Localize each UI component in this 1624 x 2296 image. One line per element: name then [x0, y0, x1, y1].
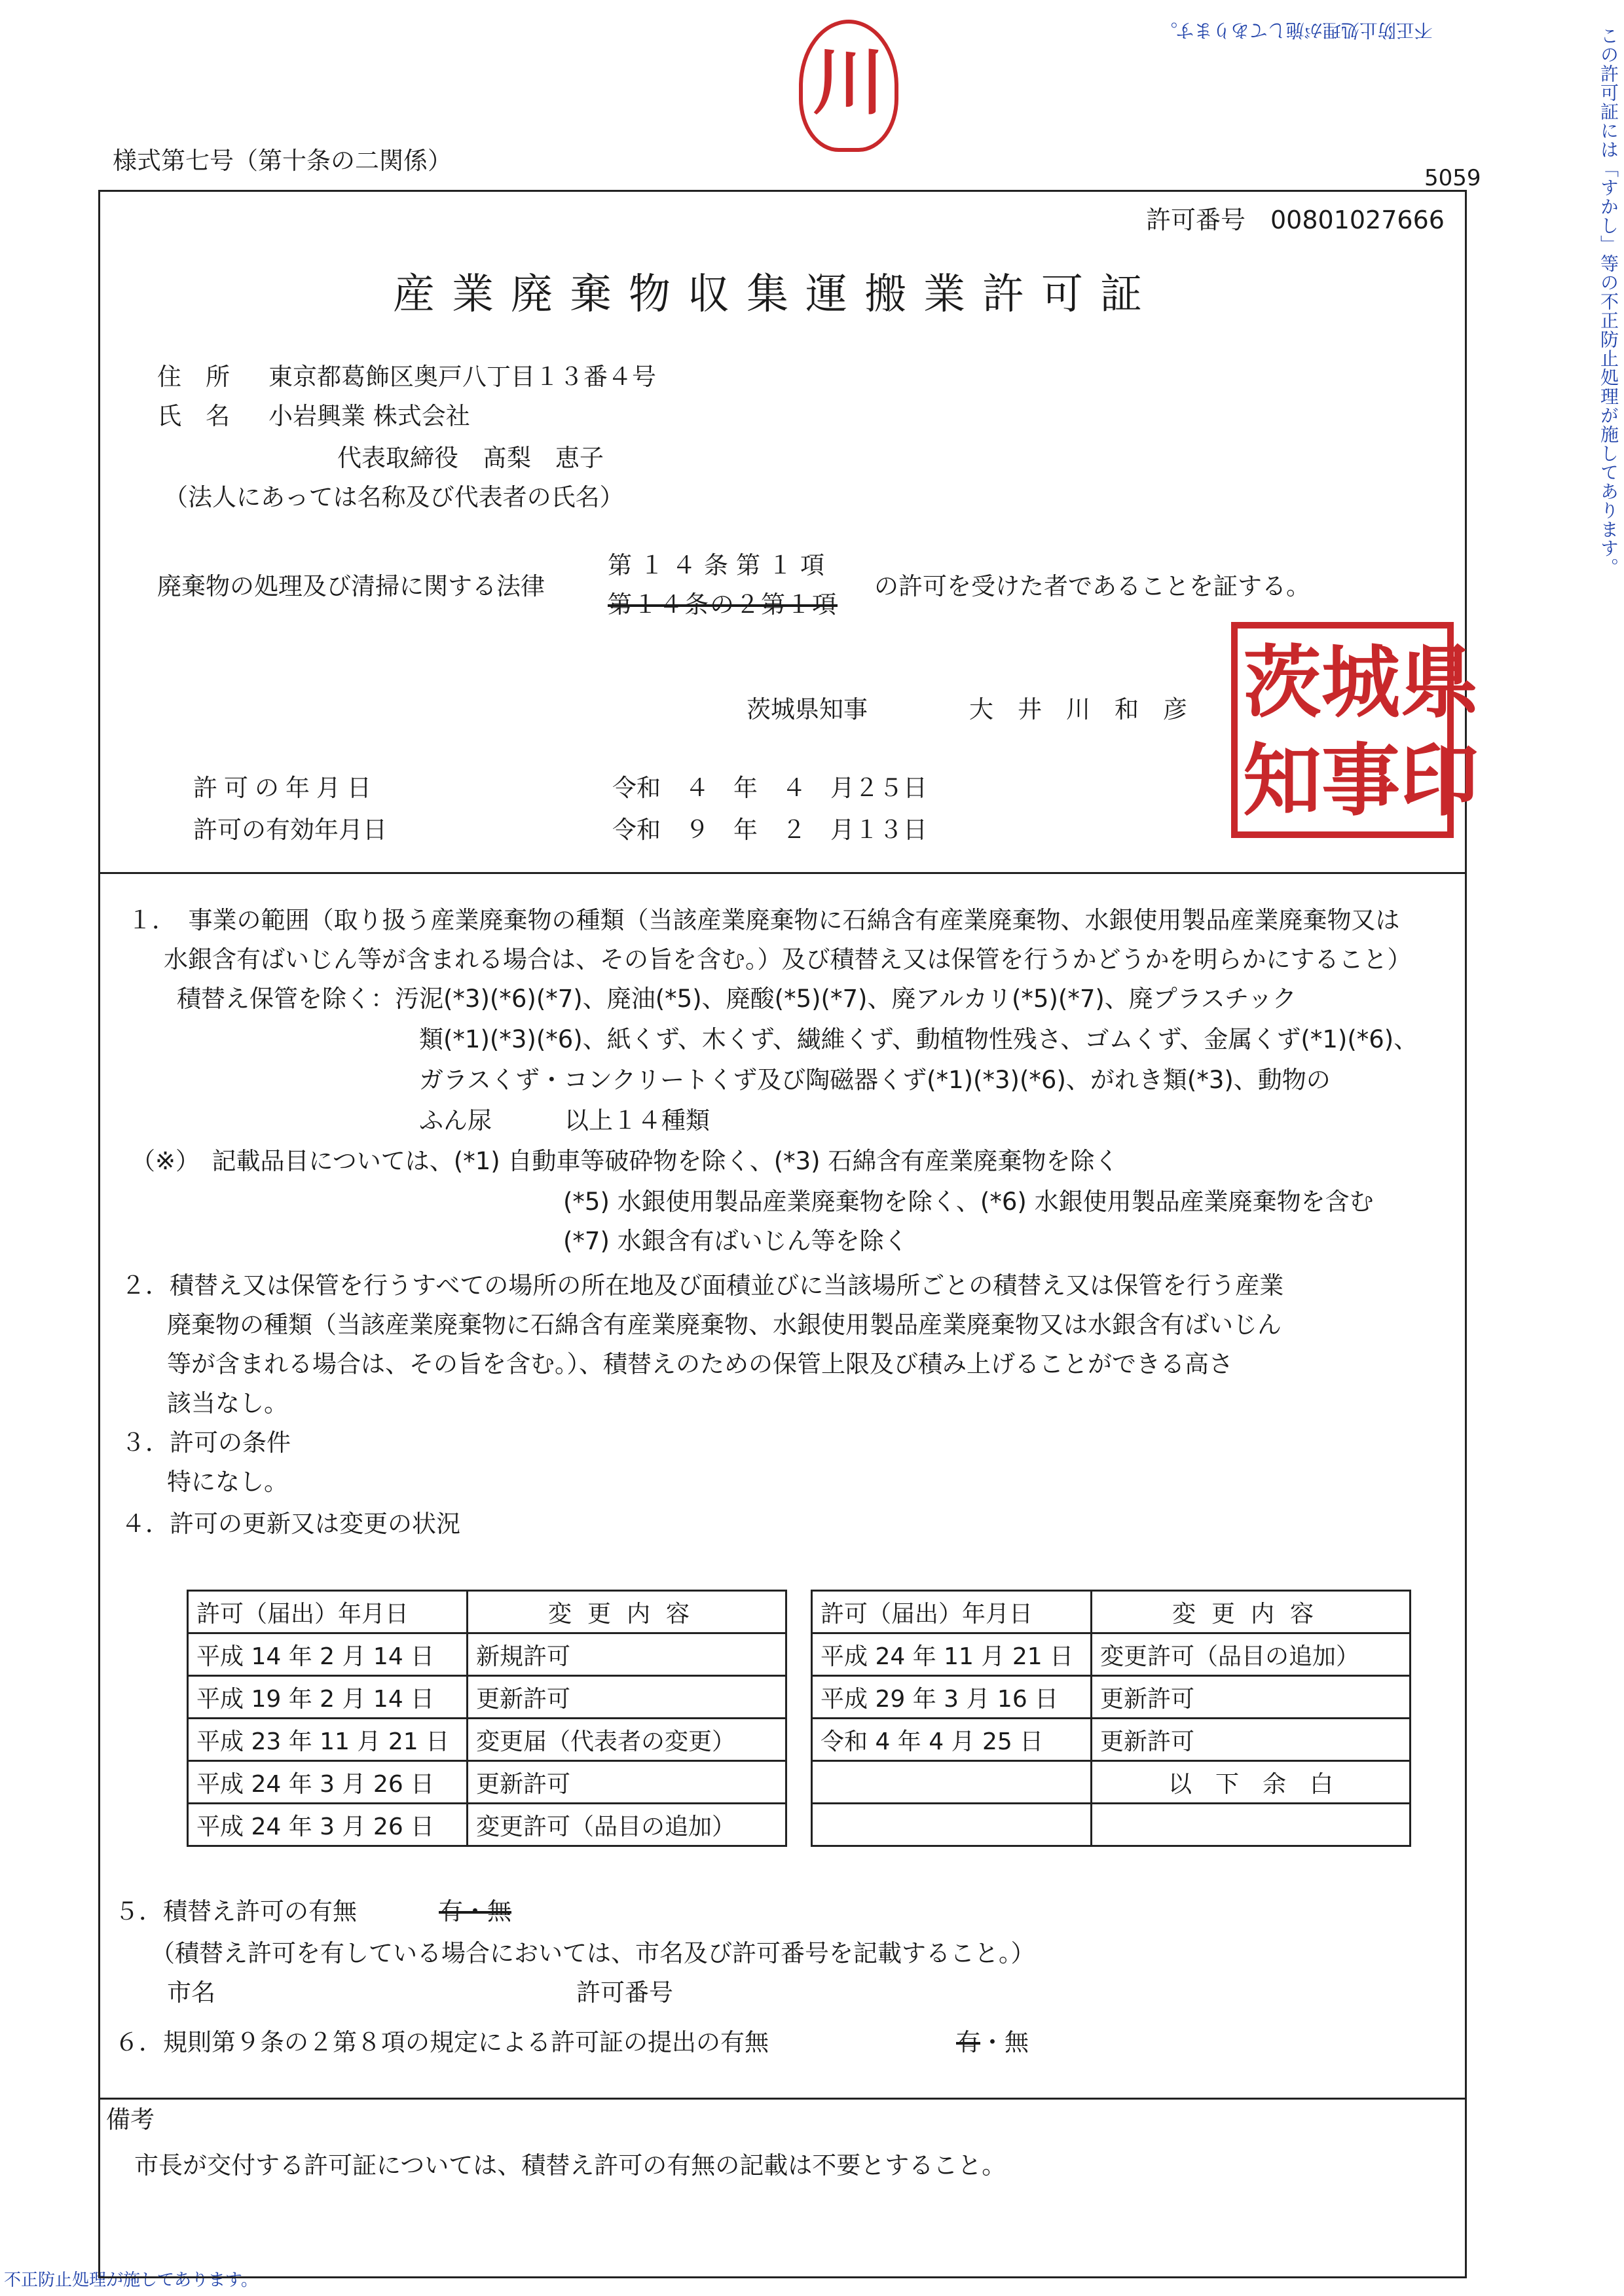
- table-row: [812, 1761, 1411, 1804]
- history-date: 平成 23 年 11 月 21 日: [188, 1719, 468, 1761]
- permit-number: 許可番号 00801027666: [1146, 206, 1445, 234]
- section6-value: [956, 2027, 1029, 2058]
- seal-char: 城: [1321, 636, 1400, 729]
- section3-title: ３．許可の条件: [121, 1429, 291, 1457]
- section3-body: 特になし。: [167, 1468, 288, 1496]
- history-date: [812, 1804, 1092, 1846]
- history-content: 変更許可（品目の追加）: [1092, 1633, 1411, 1676]
- history-content: 更新許可: [468, 1676, 786, 1719]
- security-top-print: 不正防止処理が施してあります。: [1159, 20, 1433, 41]
- valid-label: 許可の有効年月日: [193, 816, 387, 844]
- granted-label: 許可の年月日: [193, 774, 378, 802]
- history-content: 更新許可: [1092, 1719, 1411, 1761]
- address-label: 住 所: [157, 363, 230, 391]
- seal-char: 印: [1400, 735, 1479, 827]
- history-header-content: 変更内容: [1092, 1591, 1411, 1633]
- section6-value-struck: 有: [956, 2028, 980, 2056]
- section1-line2: 水銀含有ばいじん等が含まれる場合は、その旨を含む。）及び積替え又は保管を行うかどうかを明らかにすること）: [164, 945, 1412, 974]
- history-date: 平成 19 年 2 月 14 日: [188, 1676, 468, 1719]
- history-content: [1092, 1804, 1411, 1846]
- remarks-label: 備考: [106, 2105, 155, 2134]
- section1-line6: ふん尿 以上１４種類: [419, 1106, 710, 1135]
- article-14-1: 第１４条第１項: [608, 551, 832, 579]
- table-row: [188, 1591, 786, 1633]
- article-14-2-struck: 第１４条の２第１項: [608, 591, 838, 619]
- security-side-print: この許可証には「すかし」等の不正防止処理が施してあります。: [1598, 26, 1619, 577]
- history-content: 新規許可: [468, 1633, 786, 1676]
- form-label: 様式第七号（第十条の二関係）: [113, 147, 452, 175]
- table-row: [188, 1676, 786, 1719]
- history-date: 平成 24 年 11 月 21 日: [812, 1633, 1092, 1676]
- seal-char: 茨: [1243, 636, 1321, 729]
- issuer-title: 茨城県知事: [747, 695, 868, 723]
- section2-line1: ２．積替え又は保管を行うすべての場所の所在地及び面積並びに当該場所ごとの積替え又は保管を行う産業: [121, 1271, 1284, 1300]
- divider: [98, 872, 1467, 874]
- doc-serial: 5059: [1424, 165, 1481, 191]
- page-title: 産業廃棄物収集運搬業許可証: [393, 270, 1159, 319]
- city-label: 市名: [167, 1978, 215, 2007]
- governor-seal: [1231, 622, 1479, 838]
- issuer-name: 大 井 川 和 彦: [969, 695, 1187, 723]
- company-name: 小岩興業 株式会社: [268, 402, 470, 430]
- representative: 代表取締役 髙梨 恵子: [337, 444, 604, 472]
- remarks-text: 市長が交付する許可証については、積替え許可の有無の記載は不要とすること。: [134, 2151, 1006, 2179]
- history-content: 更新許可: [1092, 1676, 1411, 1719]
- permit-number-label: 許可番号: [576, 1978, 673, 2007]
- address-value: 東京都葛飾区奥戸八丁目１３番４号: [268, 363, 656, 391]
- history-date: 令和 4 年 4 月 25 日: [812, 1719, 1092, 1761]
- table-row: [812, 1591, 1411, 1633]
- note-line2: (*5) 水銀使用製品産業廃棄物を除く、(*6) 水銀使用製品産業廃棄物を含む: [563, 1188, 1374, 1216]
- table-row: [188, 1804, 786, 1846]
- section6-title: ６．規則第９条の２第８項の規定による許可証の提出の有無: [115, 2028, 769, 2056]
- section6-value-rest: ・無: [980, 2028, 1029, 2056]
- security-bottom-print: 不正防止処理が施してあります。: [4, 2270, 258, 2290]
- history-content: 変更届（代表者の変更）: [468, 1719, 786, 1761]
- certification-suffix: の許可を受けた者であることを証する。: [874, 572, 1310, 600]
- history-header-date: 許可（届出）年月日: [188, 1591, 468, 1633]
- section5-title: ５．積替え許可の有無: [115, 1897, 357, 1925]
- valid-date: 令和 ９ 年 ２ 月１３日: [612, 816, 927, 844]
- section1-line4: 類(*1)(*3)(*6)、紙くず、木くず、繊維くず、動植物性残さ、ゴムくず、金属くず(*1)(*6)、: [419, 1025, 1418, 1053]
- history-content: 以 下 余 白: [1092, 1761, 1411, 1804]
- history-content: 変更許可（品目の追加）: [468, 1804, 786, 1846]
- table-row: [188, 1633, 786, 1676]
- table-row: [812, 1804, 1411, 1846]
- divider: [98, 2098, 1467, 2100]
- history-date: 平成 29 年 3 月 16 日: [812, 1676, 1092, 1719]
- corporate-note: （法人にあっては名称及び代表者の氏名）: [164, 483, 624, 511]
- table-row: [188, 1719, 786, 1761]
- table-row: [812, 1719, 1411, 1761]
- history-header-date: 許可（届出）年月日: [812, 1591, 1092, 1633]
- section1-line5: ガラスくず・コンクリートくず及び陶磁器くず(*1)(*3)(*6)、がれき類(*3)、動物の: [419, 1066, 1331, 1094]
- section1-line1: １． 事業の範囲（取り扱う産業廃棄物の種類（当該産業廃棄物に石綿含有産業廃棄物、水銀使用製品産業廃棄物又は: [128, 906, 1400, 934]
- section2-line2: 廃棄物の種類（当該産業廃棄物に石綿含有産業廃棄物、水銀使用製品産業廃棄物又は水銀含有ばいじん: [167, 1311, 1282, 1339]
- history-table-left: [187, 1590, 787, 1847]
- history-date: 平成 24 年 3 月 26 日: [188, 1761, 468, 1804]
- section2-line3: 等が含まれる場合は、その旨を含む。）、積替えのための保管上限及び積み上げることができる高さ: [167, 1350, 1233, 1378]
- table-row: [188, 1761, 786, 1804]
- table-row: [812, 1676, 1411, 1719]
- section5-note: （積替え許可を有している場合においては、市名及び許可番号を記載すること。）: [151, 1939, 1035, 1967]
- history-date: [812, 1761, 1092, 1804]
- note-line1: （※） 記載品目については、(*1) 自動車等破砕物を除く、(*3) 石綿含有産業廃棄物を除く: [131, 1147, 1119, 1175]
- section5-value: 有・無: [439, 1897, 511, 1925]
- law-name: 廃棄物の処理及び清掃に関する法律: [157, 572, 545, 600]
- granted-date: 令和 ４ 年 ４ 月２５日: [612, 774, 927, 802]
- name-label: 氏 名: [157, 402, 230, 430]
- seal-char: 知: [1243, 735, 1321, 827]
- history-table-right: [811, 1590, 1411, 1847]
- history-content: 更新許可: [468, 1761, 786, 1804]
- note-line3: (*7) 水銀含有ばいじん等を除く: [563, 1227, 908, 1255]
- section4-title: ４．許可の更新又は変更の状況: [121, 1510, 460, 1538]
- seal-char: 県: [1400, 636, 1479, 729]
- seal-char: 事: [1321, 735, 1400, 827]
- section2-line4: 該当なし。: [167, 1389, 288, 1417]
- table-row: [812, 1633, 1411, 1676]
- history-header-content: 変更内容: [468, 1591, 786, 1633]
- stamp-mark: 川: [799, 20, 898, 152]
- section1-line3: 積替え保管を除く：汚泥(*3)(*6)(*7)、廃油(*5)、廃酸(*5)(*7)、廃アルカリ(*5)(*7)、廃プラスチック: [177, 985, 1297, 1013]
- history-date: 平成 14 年 2 月 14 日: [188, 1633, 468, 1676]
- history-date: 平成 24 年 3 月 26 日: [188, 1804, 468, 1846]
